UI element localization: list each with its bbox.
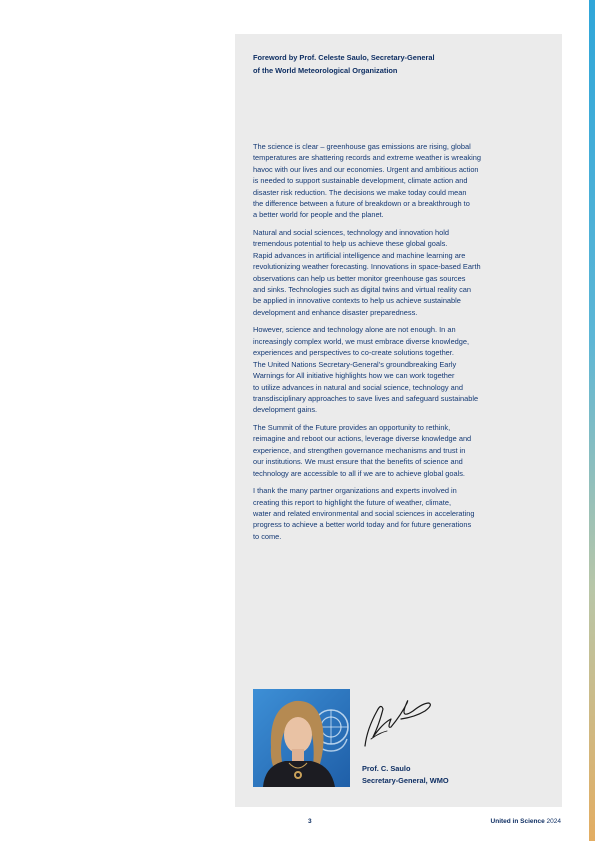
signatory-block	[362, 763, 449, 786]
foreword-panel	[235, 34, 562, 807]
edge-color-bar	[589, 0, 595, 841]
foreword-body	[253, 141, 553, 548]
text-line: Rapid advances in artificial intelligence and machine learning are	[253, 250, 466, 260]
text-line: is needed to support sustainable development, climate action and	[253, 176, 468, 186]
paragraph	[253, 422, 553, 479]
text-line: experiences and perspectives to co-create solutions together.	[253, 348, 454, 358]
text-line: transdisciplinary approaches to save lives and safeguard sustainable	[253, 393, 479, 403]
text-line: our institutions. We must ensure that the benefits of science and	[253, 457, 463, 467]
text-line: I thank the many partner organizations and experts involved in	[253, 486, 457, 496]
text-line: However, science and technology alone are not enough. In an	[253, 325, 456, 335]
portrait-illustration	[253, 689, 350, 787]
text-line: development gains.	[253, 405, 318, 415]
footer-publication	[491, 818, 561, 825]
text-line: creating this report to highlight the future of weather, climate,	[253, 497, 452, 507]
text-line: Natural and social sciences, technology and innovation hold	[253, 228, 449, 238]
text-line: revolutionizing weather forecasting. Innovations in space-based Earth	[253, 262, 481, 272]
text-line: The United Nations Secretary-General’s groundbreaking Early	[253, 359, 457, 369]
foreword-title	[253, 52, 553, 77]
page-number: 3	[308, 818, 312, 825]
signature-scribble	[357, 689, 437, 751]
text-line: disaster risk reduction. The decisions we make today could mean	[253, 187, 467, 197]
text-line: water and related environmental and social sciences in accelerating	[253, 508, 475, 518]
text-line: be applied in innovative contexts to help us achieve sustainable	[253, 296, 461, 306]
text-line: The Summit of the Future provides an opportunity to rethink,	[253, 422, 451, 432]
paragraph	[253, 227, 553, 318]
title-line: Foreword by Prof. Celeste Saulo, Secretary-General	[253, 53, 435, 62]
text-line: to utilize advances in natural and social science, technology and	[253, 382, 463, 392]
text-line: Warnings for All initiative highlights how we can work together	[253, 371, 455, 381]
text-line: temperatures are shattering records and extreme weather is wreaking	[253, 153, 481, 163]
title-line: of the World Meteorological Organization	[253, 65, 398, 75]
text-line: technology are accessible to all if we are to achieve global goals.	[253, 468, 465, 478]
publication-year: 2024	[546, 818, 561, 825]
text-line: experience, and strengthen governance mechanisms and trust in	[253, 445, 466, 455]
text-line: the difference between a future of breakdown or a breakthrough to	[253, 199, 470, 209]
text-line: tremendous potential to help us achieve these global goals.	[253, 239, 448, 249]
text-line: a better world for people and the planet.	[253, 210, 384, 220]
text-line: development and enhance disaster preparedness.	[253, 307, 418, 317]
text-line: to come.	[253, 531, 282, 541]
text-line: reimagine and reboot our actions, leverage diverse knowledge and	[253, 434, 472, 444]
text-line: The science is clear – greenhouse gas emissions are rising, global	[253, 142, 471, 151]
paragraph	[253, 324, 553, 415]
paragraph	[253, 141, 553, 221]
text-line: increasingly complex world, we must embrace diverse knowledge,	[253, 336, 470, 346]
publication-name: United in Science	[490, 818, 545, 825]
portrait-photo	[253, 689, 350, 787]
text-line: progress to achieve a better world today and for future generations	[253, 520, 472, 530]
text-line: havoc with our lives and our economies. Urgent and ambitious action	[253, 164, 479, 174]
text-line: and sinks. Technologies such as digital twins and virtual reality can	[253, 285, 472, 295]
signature	[357, 689, 437, 751]
signatory-role: Secretary-General, WMO	[362, 775, 449, 785]
text-line: observations can help us better monitor greenhouse gas sources	[253, 273, 466, 283]
signatory-name: Prof. C. Saulo	[362, 764, 411, 773]
paragraph	[253, 485, 553, 542]
